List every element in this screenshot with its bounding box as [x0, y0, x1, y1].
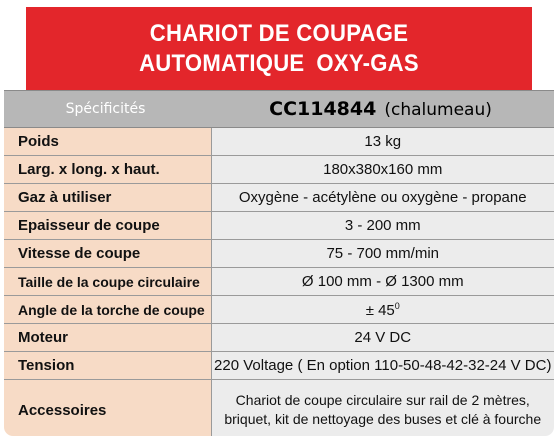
- title-line-1: CHARIOT DE COUPAGE: [149, 19, 409, 47]
- table-row: [4, 212, 554, 240]
- table-row: [4, 128, 554, 156]
- accessories-line-2: briquet, kit de nettoyage des buses et clé à fourche: [224, 411, 542, 427]
- row-label: Vitesse de coupe: [4, 240, 211, 268]
- model-number: CC114844: [269, 98, 377, 120]
- row-value: 180x380x160 mm: [211, 156, 554, 184]
- table-row: [4, 296, 554, 324]
- angle-degree-sup: 0: [394, 300, 400, 311]
- table-row: [4, 268, 554, 296]
- table-row: [4, 240, 554, 268]
- row-label: Poids: [4, 128, 211, 156]
- row-label: Tension: [4, 352, 211, 380]
- row-value: [211, 380, 554, 437]
- row-value: 13 kg: [211, 128, 554, 156]
- title-banner: [26, 7, 532, 90]
- angle-value: ± 45: [365, 301, 395, 319]
- row-label: Epaisseur de coupe: [4, 212, 211, 240]
- row-value: 220 Voltage ( En option 110-50-48-42-32-24 V DC): [211, 352, 554, 380]
- row-value: [211, 296, 554, 324]
- row-value: 3 - 200 mm: [211, 212, 554, 240]
- table-row: [4, 380, 554, 437]
- row-value: 75 - 700 mm/min: [211, 240, 554, 268]
- row-value: 24 V DC: [211, 324, 554, 352]
- spec-table: [4, 128, 554, 436]
- row-value: Oxygène - acétylène ou oxygène - propane: [211, 184, 554, 212]
- row-label: Taille de la coupe circulaire: [4, 268, 211, 296]
- row-label: Gaz à utiliser: [4, 184, 211, 212]
- row-label: Accessoires: [4, 380, 211, 437]
- table-row: [4, 352, 554, 380]
- row-label: Angle de la torche de coupe: [4, 296, 211, 324]
- spec-card: [4, 7, 554, 436]
- row-value: Ø 100 mm - Ø 1300 mm: [211, 268, 554, 296]
- table-row: [4, 156, 554, 184]
- spec-header-row: [4, 90, 554, 128]
- row-label: Larg. x long. x haut.: [4, 156, 211, 184]
- table-row: [4, 324, 554, 352]
- accessories-line-1: Chariot de coupe circulaire sur rail de 2 mètres,: [235, 392, 530, 408]
- model-heading: [207, 98, 554, 120]
- row-label: Moteur: [4, 324, 211, 352]
- specs-label: Spécificités: [65, 101, 146, 117]
- model-note: (chalumeau): [384, 100, 492, 120]
- table-row: [4, 184, 554, 212]
- title-line-2: AUTOMATIQUE OXY-GAS: [139, 49, 419, 77]
